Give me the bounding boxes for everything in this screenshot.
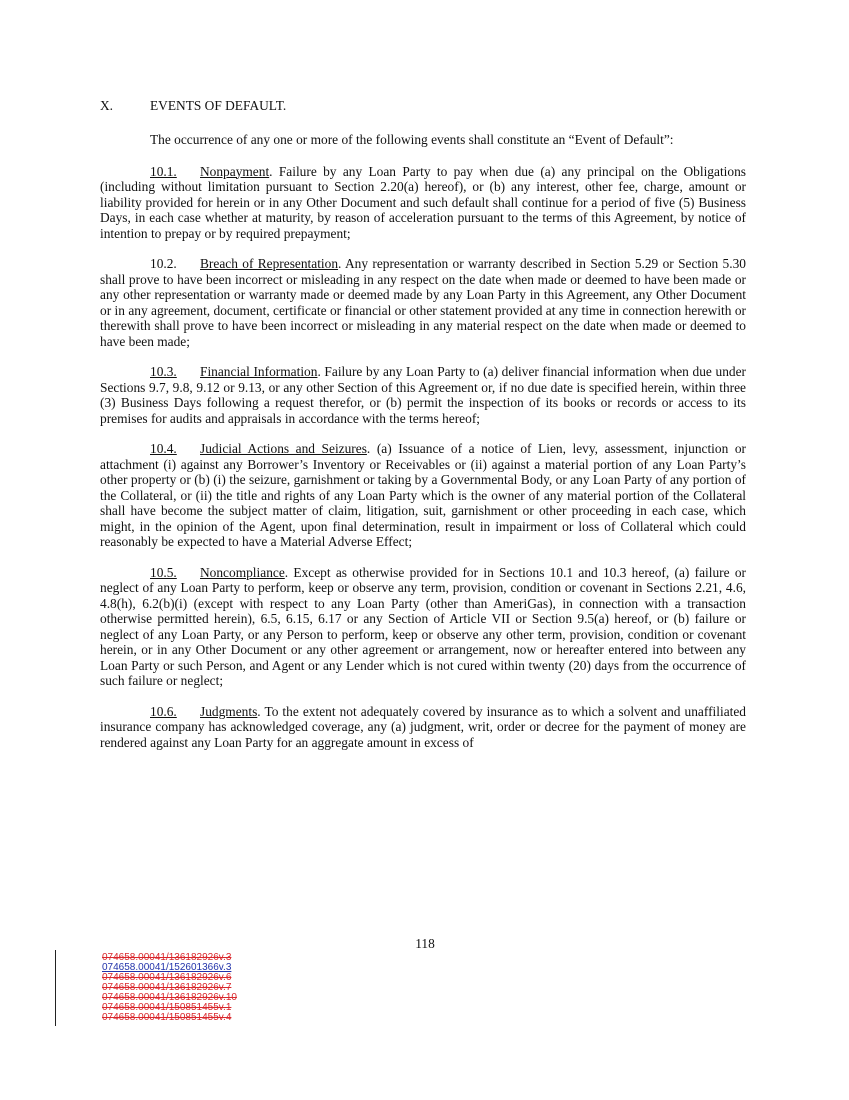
section-10-6 (100, 704, 746, 751)
section-10-2 (100, 256, 746, 349)
document-page (100, 98, 746, 765)
doc-ref-deleted: 074658.00041/136182926v.10 (102, 992, 237, 1003)
section-10-1 (100, 164, 746, 242)
section-text: . (a) Issuance of a notice of Lien, levy, assessment, injunction or attachment (i) against any Borrower’s Inventory or Receivables or (ii) against a material portion of any Loan Party’s other property or (b) (i) the seizure, garnishment or taking by a Governmental Body, or any Loan Party of any portion of the Collateral, or (ii) the title and rights of any Loan Party which is the owner of any material portion of the Collateral shall have become the subject matter of claim, litigation, suit, garnishment or other proceeding in each case, which might, in the opinion of the Agent, upon final determination, result in impairment or loss of Collateral which could reasonably be expected to have a Material Adverse Effect; (100, 441, 746, 549)
section-text: . Failure by any Loan Party to (a) deliver financial information when due under Sections 9.7, 9.8, 9.12 or 9.13, or any other Section of this Agreement or, if no due date is specified herein, within three (3) Business Days following a request therefor, or (b) permit the inspection of its books or records or access to its premises for audits and appraisals in accordance with the terms hereof; (100, 364, 746, 426)
article-heading (100, 98, 746, 114)
section-number: 10.2. (150, 256, 177, 271)
doc-ref-inserted: 074658.00041/152601366v.3 (102, 962, 232, 973)
article-title: EVENTS OF DEFAULT. (150, 98, 287, 113)
section-10-5 (100, 565, 746, 689)
doc-ref-deleted: 074658.00041/136182926v.3 (102, 952, 232, 963)
section-title: Nonpayment (200, 163, 270, 179)
section-text: . Except as otherwise provided for in Sections 10.1 and 10.3 hereof, (a) failure or neglect of any Loan Party to perform, keep or observe any term, provision, condition or covenant in Sections 2.21, 4.6, 4.8(h), 6.2(b)(i) (except with respect to any Loan Party (other than AmeriGas), in connection with a transaction otherwise permitted herein), 6.5, 6.15, 6.17 or any Section of Article VII or Section 9.5(a) hereof, or (b) failure or neglect of any Loan Party, or any Person to perform, keep or observe any other term, provision, condition or covenant herein, or in any Other Document or any other agreement or arrangement, now or hereafter entered into between any Loan Party or such Person, and Agent or any Lender which is not cured within twenty (20) days from the occurrence of such failure or neglect; (100, 564, 746, 688)
page-number: 118 (415, 936, 435, 951)
doc-ref-deleted: 074658.00041/150851455v.4 (102, 1012, 232, 1023)
section-number: 10.4. (150, 441, 177, 456)
article-number: X. (100, 98, 114, 113)
revision-change-bar (55, 950, 56, 1026)
section-title: Judicial Actions and Seizures (200, 441, 367, 456)
section-number: 10.6. (150, 703, 177, 719)
section-10-4 (100, 441, 746, 550)
doc-ref-deleted: 074658.00041/136182926v.6 (102, 972, 232, 983)
section-number: 10.3. (150, 364, 177, 379)
section-number: 10.1. (150, 163, 177, 179)
document-reference-footer (102, 953, 237, 1023)
section-text: . Failure by any Loan Party to pay when due (a) any principal on the Obligations (including without limitation pursuant to Section 2.20(a) hereof), or (b) any interest, other fee, charge, amount or liability provided for herein or in any Other Document and such default shall continue for a period of five (5) Business Days, in each case whether at maturity, by reason of acceleration pursuant to the terms of this Agreement, by notice of intention to prepay or by required prepayment; (100, 163, 746, 241)
section-text: . To the extent not adequately covered by insurance as to which a solvent and unaffiliated insurance company has acknowledged coverage, any (a) judgment, writ, order or decree for the payment of money are rendered against any Loan Party for an aggregate amount in excess of (100, 703, 746, 750)
section-text: . Any representation or warranty described in Section 5.29 or Section 5.30 shall prove to have been incorrect or misleading in any respect on the date when made or deemed to have been made or any other representation or warranty made or deemed made by any Loan Party in this Agreement, any Other Document or in any agreement, document, certificate or financial or other statement provided at any time in connection herewith or therewith shall prove to have been incorrect or misleading in any material respect on the date when made or deemed to have been made; (100, 256, 746, 349)
section-number: 10.5. (150, 564, 177, 580)
section-10-3 (100, 364, 746, 426)
section-title: Judgments (200, 703, 258, 719)
intro-paragraph: The occurrence of any one or more of the following events shall constitute an “Event of Default”: (150, 132, 674, 147)
section-title: Breach of Representation (200, 256, 339, 271)
section-title: Noncompliance (200, 564, 285, 580)
doc-ref-deleted: 074658.00041/136182926v.7 (102, 982, 232, 993)
section-title: Financial Information (200, 364, 318, 379)
doc-ref-deleted: 074658.00041/150851455v.1 (102, 1002, 232, 1013)
